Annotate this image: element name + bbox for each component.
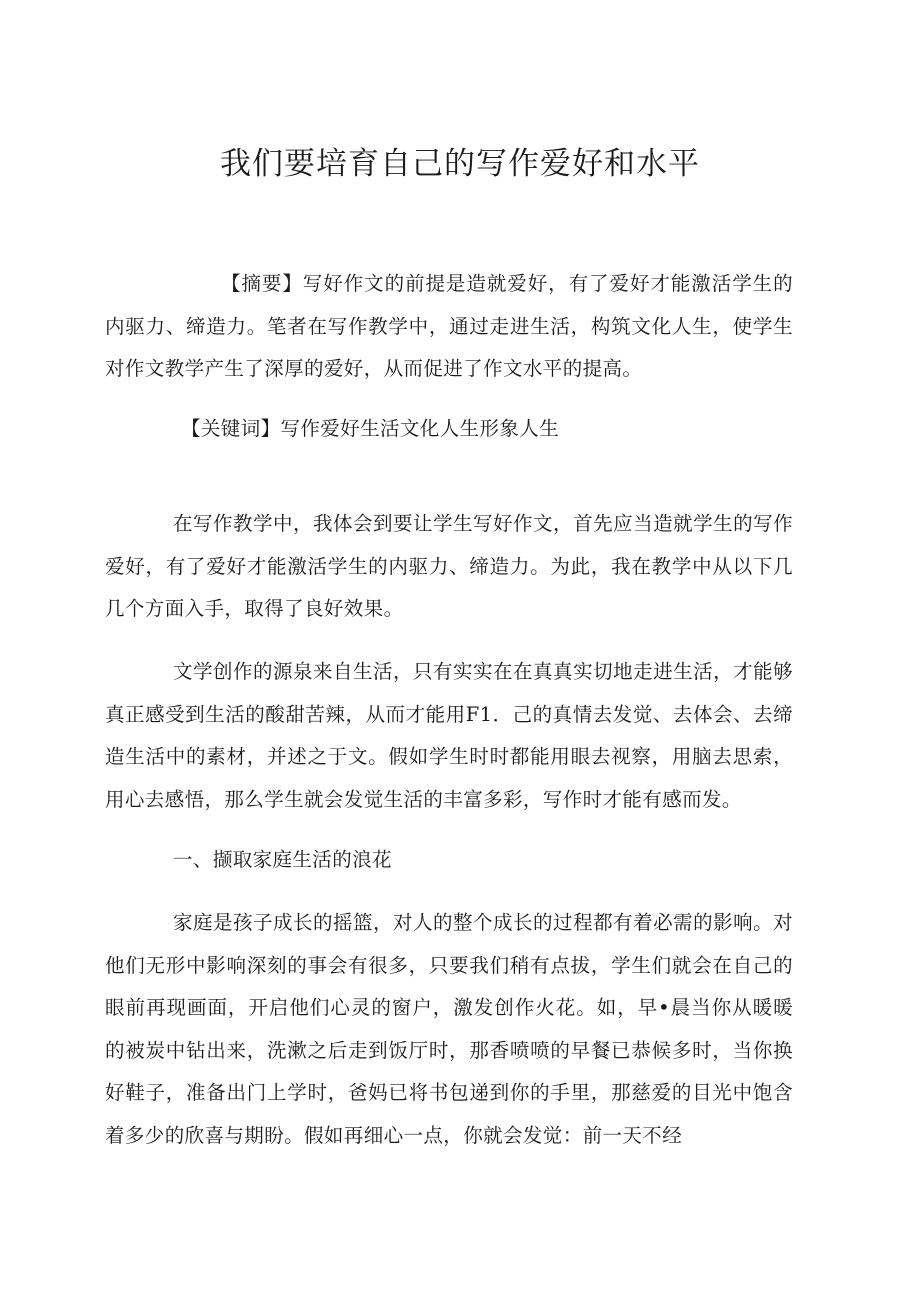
abstract-paragraph: 【摘要】写好作文的前提是造就爱好，有了爱好才能激活学生的内驱力、缔造力。笔者在写作教学中，通过走进生活，构筑文化人生，使学生对作文教学产生了深厚的爱好，从而促进了作文水平的提高。 [105, 272, 793, 381]
body-paragraph: 在写作教学中，我体会到要让学生写好作文，首先应当造就学生的写作爱好，有了爱好才能激活学生的内驱力、缔造力。为此，我在教学中从以下几几个方面入手，取得了良好效果。 [105, 512, 793, 621]
keywords-paragraph: 【关键词】写作爱好生活文化人生形象人生 [181, 417, 560, 440]
body-paragraph: 文学创作的源泉来自生活，只有实实在在真真实切地走进生活，才能够真正感受到生活的酸甜苦辣，从而才能用F1．己的真情去发觉、去体会、去缔造生活中的素材，并述之于文。假如学生时时都能用眼去视察，用脑去思索，用心去感悟，那么学生就会发觉生活的丰富多彩，写作时才能有感而发。 [105, 660, 793, 811]
document-title: 我们要培育自己的写作爱好和水平 [220, 146, 700, 182]
body-paragraph: 家庭是孩子成长的摇篮，对人的整个成长的过程都有着必需的影响。对他们无形中影响深刻的事会有很多，只要我们稍有点拔，学生们就会在自己的眼前再现画面，开启他们心灵的窗户，激发创作火花。如，早•晨当你从暖暖的被炭中钻出来，洗漱之后走到饭厅时，那香喷喷的早餐已恭候多时，当你换好鞋子，准备出门上学时，爸妈已将书包递到你的手里，那慈爱的目光中饱含着多少的欣喜与期盼。假如再细心一点，你就会发觉：前一天不经 [105, 911, 793, 1147]
section-heading: 一、撷取家庭生活的浪花 [173, 848, 392, 871]
